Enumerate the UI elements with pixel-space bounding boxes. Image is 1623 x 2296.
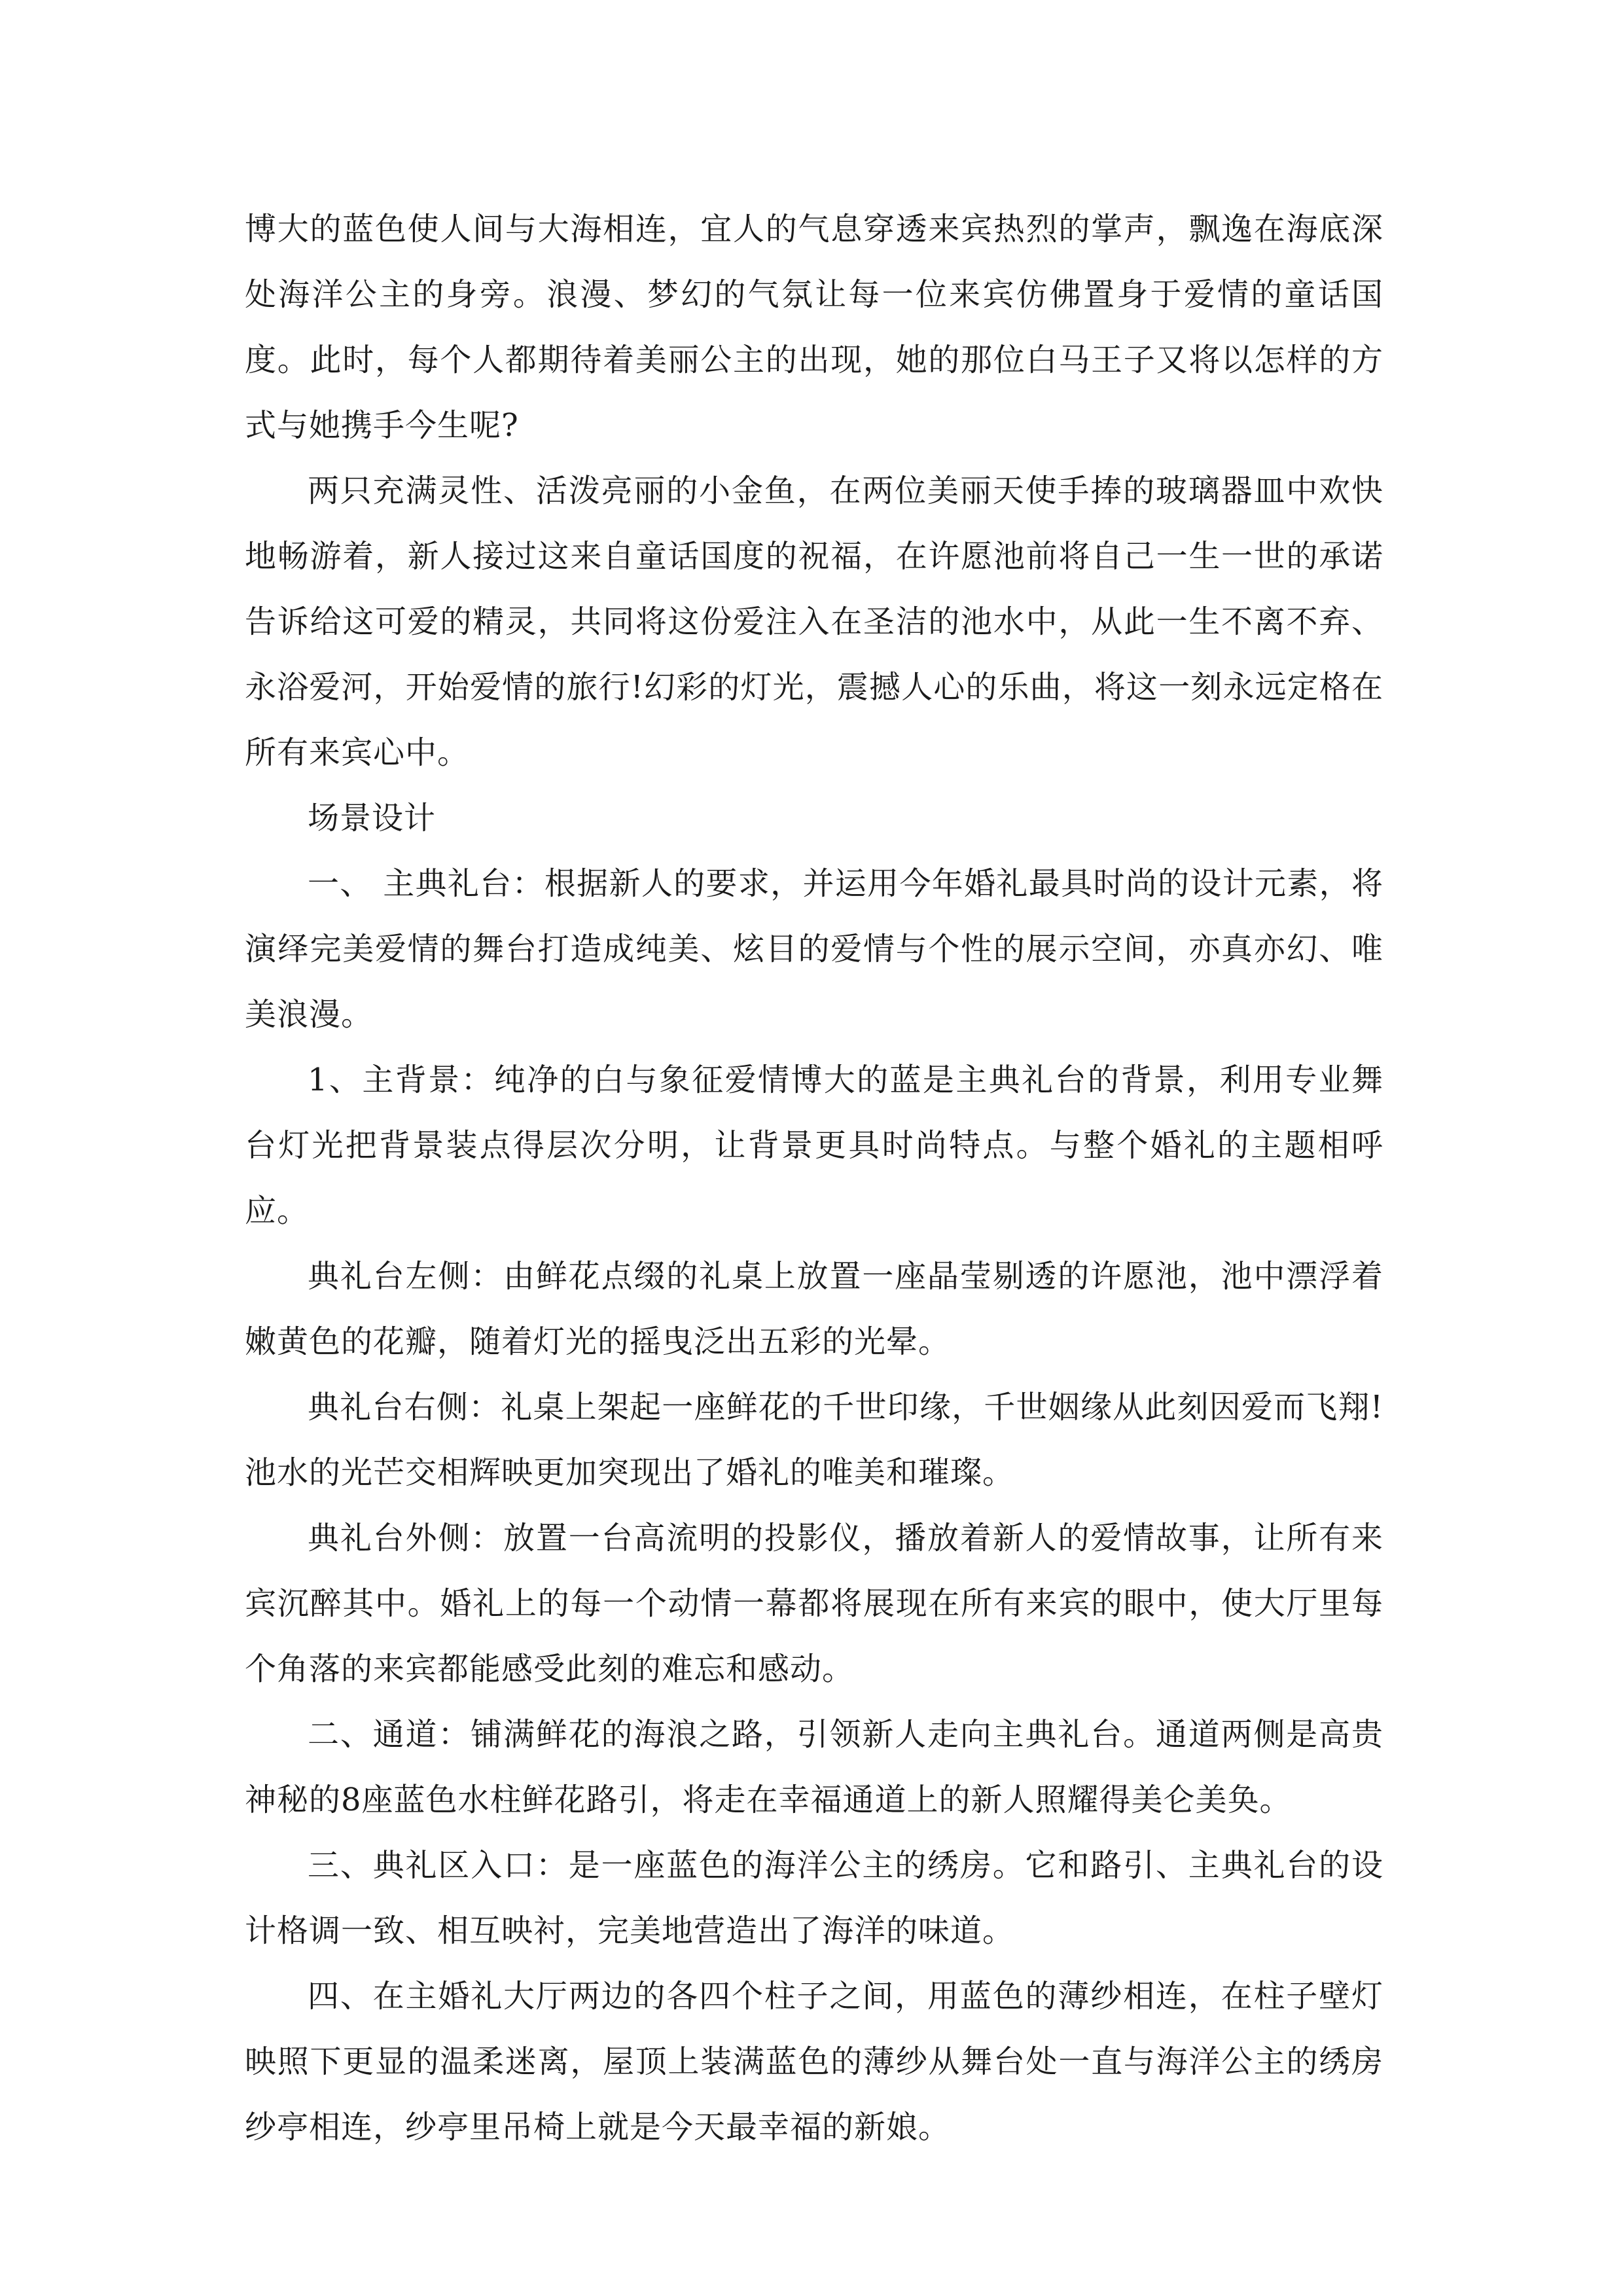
- paragraph-entrance: 三、典礼区入口：是一座蓝色的海洋公主的绣房。它和路引、主典礼台的设计格调一致、相互映衬，完美地营造出了海洋的味道。: [245, 1847, 1383, 1949]
- paragraph-stage-right: 典礼台右侧：礼桌上架起一座鲜花的千世印缘，千世姻缘从此刻因爱而飞翔!池水的光芒交相辉映更加突现出了婚礼的唯美和璀璨。: [245, 1389, 1383, 1491]
- paragraph-stage-outside: 典礼台外侧：放置一台高流明的投影仪，播放着新人的爱情故事，让所有来宾沉醉其中。婚礼上的每一个动情一幕都将展现在所有来宾的眼中，使大厅里每个角落的来宾都能感受此刻的难忘和感动。: [245, 1520, 1383, 1687]
- paragraph-goldfish: 两只充满灵性、活泼亮丽的小金鱼，在两位美丽天使手捧的玻璃器皿中欢快地畅游着，新人接过这来自童话国度的祝福，在许愿池前将自己一生一世的承诺告诉给这可爱的精灵，共同将这份爱注入在圣洁的池水中，从此一生不离不弃、永浴爱河，开始爱情的旅行!幻彩的灯光，震撼人心的乐曲，将这一刻永远定格在所有来宾心中。: [245, 473, 1383, 771]
- section-heading-scene-design: 场景设计: [308, 800, 437, 836]
- paragraph-hall-pillars: 四、在主婚礼大厅两边的各四个柱子之间，用蓝色的薄纱相连，在柱子壁灯映照下更显的温柔迷离，屋顶上装满蓝色的薄纱从舞台处一直与海洋公主的绣房纱亭相连，纱亭里吊椅上就是今天最幸福的新娘。: [245, 1978, 1383, 2145]
- paragraph-main-stage: 一、 主典礼台：根据新人的要求，并运用今年婚礼最具时尚的设计元素，将演绎完美爱情的舞台打造成纯美、炫目的爱情与个性的展示空间，亦真亦幻、唯美浪漫。: [245, 865, 1383, 1033]
- paragraph-main-background: 1、主背景：纯净的白与象征爱情博大的蓝是主典礼台的背景，利用专业舞台灯光把背景装点得层次分明，让背景更具时尚特点。与整个婚礼的主题相呼应。: [245, 1062, 1383, 1229]
- document-body: [245, 196, 1383, 2160]
- paragraph-aisle: 二、通道：铺满鲜花的海浪之路，引领新人走向主典礼台。通道两侧是高贵神秘的8座蓝色水柱鲜花路引，将走在幸福通道上的新人照耀得美仑美奂。: [245, 1716, 1383, 1818]
- paragraph-stage-left: 典礼台左侧：由鲜花点缀的礼桌上放置一座晶莹剔透的许愿池，池中漂浮着嫩黄色的花瓣，随着灯光的摇曳泛出五彩的光晕。: [245, 1258, 1383, 1360]
- paragraph-opening: 博大的蓝色使人间与大海相连，宜人的气息穿透来宾热烈的掌声，飘逸在海底深处海洋公主的身旁。浪漫、梦幻的气氛让每一位来宾仿佛置身于爱情的童话国度。此时，每个人都期待着美丽公主的出现，她的那位白马王子又将以怎样的方式与她携手今生呢?: [245, 211, 1383, 444]
